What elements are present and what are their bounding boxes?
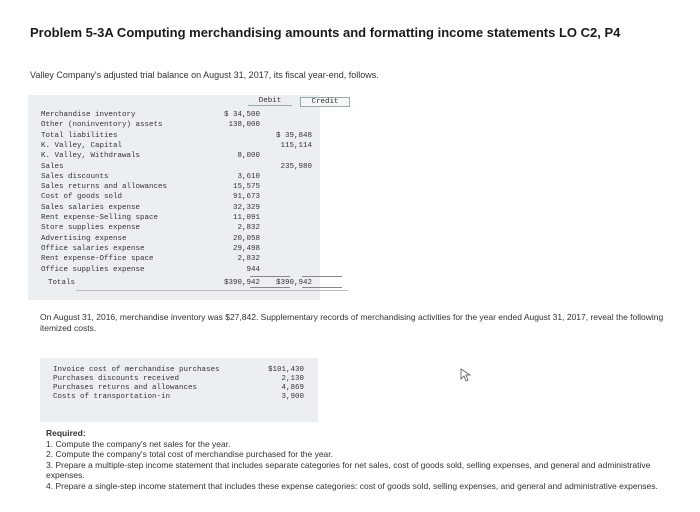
table-row (28, 204, 320, 214)
row-label: Office supplies expense (41, 265, 145, 274)
row-debit: 138,000 (228, 121, 260, 130)
cost-label: Purchases discounts received (53, 375, 180, 383)
row-debit: 20,058 (232, 234, 260, 243)
table-row (28, 142, 320, 152)
row-label: Store supplies expense (41, 224, 141, 233)
row-label: Office salaries expense (41, 244, 145, 253)
problem-intro: Valley Company's adjusted trial balance on August 31, 2017, its fiscal year-end, follows. (30, 70, 379, 80)
row-credit: $ 39,848 (275, 131, 312, 140)
row-debit: 29,498 (232, 244, 260, 253)
row-debit: 944 (246, 265, 260, 274)
required-item: 2. Compute the company's total cost of merchandise purchased for the year. (46, 449, 333, 459)
row-debit: 2,832 (237, 255, 260, 264)
row-label: Sales returns and allowances (41, 183, 168, 192)
cost-value: 2,130 (281, 375, 304, 383)
table-row (28, 214, 320, 224)
row-debit: 15,575 (232, 183, 260, 192)
row-label: Cost of goods sold (41, 193, 123, 202)
cost-label: Purchases returns and allowances (53, 384, 198, 392)
row-label: Rent expense-Selling space (41, 214, 159, 222)
mouse-cursor-icon (460, 368, 472, 382)
credit-total-rule (302, 276, 342, 277)
credit-header: Credit (300, 97, 350, 107)
table-row (28, 235, 320, 245)
totals-debit: $390,942 (223, 279, 260, 287)
totals-credit: $390,942 (275, 279, 312, 287)
row-label: Rent expense-Office space (41, 255, 154, 264)
cost-label: Costs of transportation-in (53, 393, 171, 401)
required-heading: Required: (46, 428, 86, 438)
cost-value: $101,430 (267, 366, 304, 374)
totals-label: Totals (48, 279, 76, 287)
table-row (28, 163, 320, 173)
required-item: 1. Compute the company's net sales for the year. (46, 438, 231, 449)
row-label: Total liabilities (41, 131, 118, 140)
problem-title: Problem 5-3A Computing merchandising amounts and formatting income statements LO C2, P4 (30, 25, 621, 40)
row-label: Sales discounts (41, 172, 109, 181)
row-credit: 115,114 (280, 141, 312, 150)
required-item: 4. Prepare a single-step income statement that includes these expense categories: cost of goods sold, selling expenses, and general and administrative expenses. (46, 480, 658, 491)
debit-total-rule (250, 276, 290, 277)
row-debit: 91,673 (232, 193, 260, 202)
row-debit: $ 34,500 (223, 111, 260, 119)
table-row (28, 111, 320, 121)
table-row (28, 173, 320, 183)
credit-double-rule (302, 287, 342, 288)
list-item (40, 393, 318, 403)
row-label: K. Valley, Withdrawals (41, 152, 141, 161)
table-row (28, 255, 320, 265)
debit-header: Debit (248, 97, 292, 106)
row-label: Merchandise inventory (41, 111, 136, 119)
row-credit: 235,980 (280, 162, 312, 171)
cost-value: 4,869 (281, 384, 304, 392)
table-row (28, 121, 320, 131)
table-row (28, 224, 320, 234)
table-row (28, 152, 320, 162)
cost-label: Invoice cost of merchandise purchases (53, 366, 220, 374)
row-label: Advertising expense (41, 234, 127, 243)
row-debit: 8,000 (237, 152, 260, 161)
row-debit: 11,091 (232, 214, 260, 222)
row-debit: 3,610 (237, 172, 260, 181)
row-label: K. Valley, Capital (41, 141, 123, 150)
row-debit: 2,832 (237, 224, 260, 233)
table-row (28, 266, 320, 276)
row-debit: 32,329 (232, 203, 260, 212)
row-label: Sales (41, 162, 64, 171)
supplementary-table (40, 358, 318, 422)
table-row (28, 245, 320, 255)
trial-balance-table (28, 95, 339, 300)
table-row (28, 193, 320, 203)
required-section (46, 428, 686, 491)
table-divider (76, 290, 348, 291)
row-label: Other (noninventory) assets (41, 121, 163, 130)
required-item: 3. Prepare a multiple-step income statement that includes separate categories for net sales, cost of goods sold, selling expenses, and general and administrative expenses. (46, 459, 651, 480)
debit-double-rule (250, 287, 290, 288)
cost-value: 3,900 (281, 393, 304, 401)
narrative-paragraph: On August 31, 2016, merchandise inventory was $27,842. Supplementary records of merchandising activities for the year ended August 31, 2017, reveal the following itemized costs. (40, 312, 664, 333)
table-row (28, 183, 320, 193)
row-label: Sales salaries expense (41, 203, 141, 212)
table-row (28, 132, 320, 142)
